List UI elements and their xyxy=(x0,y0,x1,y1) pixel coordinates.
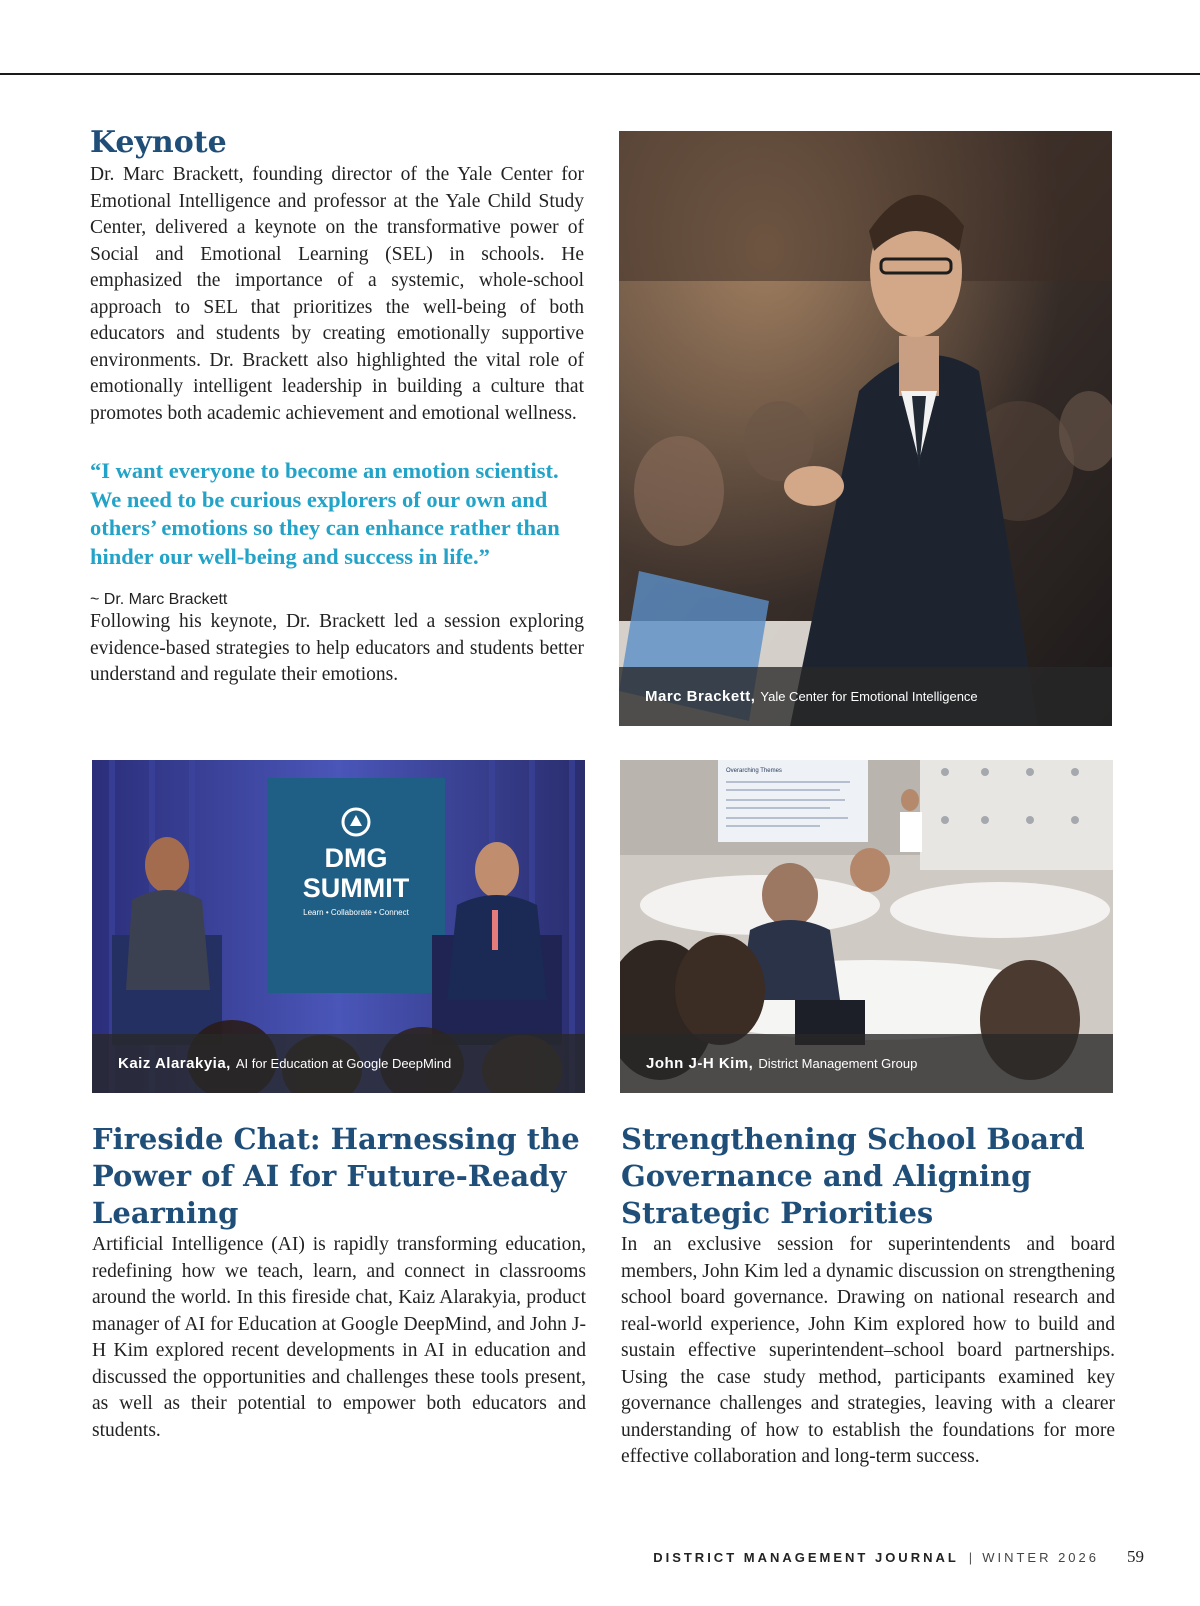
banner-line2: SUMMIT xyxy=(302,873,410,903)
keynote-body: Dr. Marc Brackett, founding director of the Yale Center for Emotional Intelligence and professor at the Yale Child Study Center, delivered a keynote on the transformative power of Social and Emotional Learning (SEL) in schools. He emphasized the importance of a systemic, whole-school approach to SEL that prioritizes the well-being of both educators and students by creating emotionally supportive environments. Dr. Brackett also highlighted the vital role of emotionally intelligent leadership in building a culture that promotes both academic achievement and emotional wellness. xyxy=(90,164,584,424)
screen-title: Overarching Themes xyxy=(726,768,782,774)
pull-quote: “I want everyone to become an emotion scientist. We need to be curious explorers of our own and others’ emotions so they can enhance rather than hinder our well-being and success in life.” xyxy=(90,458,560,569)
banner-tagline: Learn • Collaborate • Connect xyxy=(303,908,409,917)
page-number: 59 xyxy=(1127,1547,1144,1566)
top-rule xyxy=(0,73,1200,75)
fireside-title: Fireside Chat: Harnessing the Power of AI for Future-Ready Learning xyxy=(92,1122,580,1230)
keynote-title: Keynote xyxy=(90,125,227,160)
board-section xyxy=(621,1121,1115,1471)
banner-line1: DMG xyxy=(324,843,388,873)
fireside-section xyxy=(92,1121,586,1444)
board-body: In an exclusive session for superintendents and board members, John Kim led a dynamic discussion on strengthening school board governance. Drawing on national research and real-world experience, John Kim explored how to build and sustain effective superintendent–school board partnerships. Using the case study method, participants examined key governance challenges and strategies, leaving with a clearer understanding of how to establish the foundations for more effective collaboration and long-term success. xyxy=(621,1234,1115,1467)
fireside-caption xyxy=(92,1034,585,1093)
keynote-photo-image xyxy=(619,131,1112,726)
fireside-photo xyxy=(92,760,585,1093)
keynote-followup: Following his keynote, Dr. Brackett led a session exploring evidence-based strategies to help educators and students better understand and regulate their emotions. xyxy=(90,611,584,685)
issue-label: WINTER 2026 xyxy=(982,1550,1099,1565)
keynote-caption xyxy=(619,667,1112,726)
board-title: Strengthening School Board Governance and Aligning Strategic Priorities xyxy=(621,1122,1085,1230)
caption-org: Yale Center for Emotional Intelligence xyxy=(760,689,978,704)
caption-name: Kaiz Alarakyia, xyxy=(118,1055,231,1072)
caption-name: Marc Brackett, xyxy=(645,688,756,705)
keynote-section xyxy=(90,124,584,689)
quote-attribution: ~ Dr. Marc Brackett xyxy=(90,591,228,608)
footer-separator: | xyxy=(968,1550,973,1565)
board-photo xyxy=(620,760,1113,1093)
board-caption xyxy=(620,1034,1113,1093)
caption-org: AI for Education at Google DeepMind xyxy=(235,1056,452,1071)
caption-org: District Management Group xyxy=(758,1056,918,1071)
caption-name: John J-H Kim, xyxy=(646,1055,754,1072)
keynote-photo xyxy=(619,131,1112,726)
journal-name: DISTRICT MANAGEMENT JOURNAL xyxy=(653,1550,959,1565)
page-footer xyxy=(653,1547,1144,1567)
fireside-body: Artificial Intelligence (AI) is rapidly transforming education, redefining how we teach, learn, and connect in classrooms around the world. In this fireside chat, Kaiz Alarakyia, product manager of AI for Education at Google DeepMind, and John J-H Kim explored recent developments in AI in education and discussed the opportunities and challenges these tools present, as well as their potential to empower both educators and students. xyxy=(92,1234,586,1441)
